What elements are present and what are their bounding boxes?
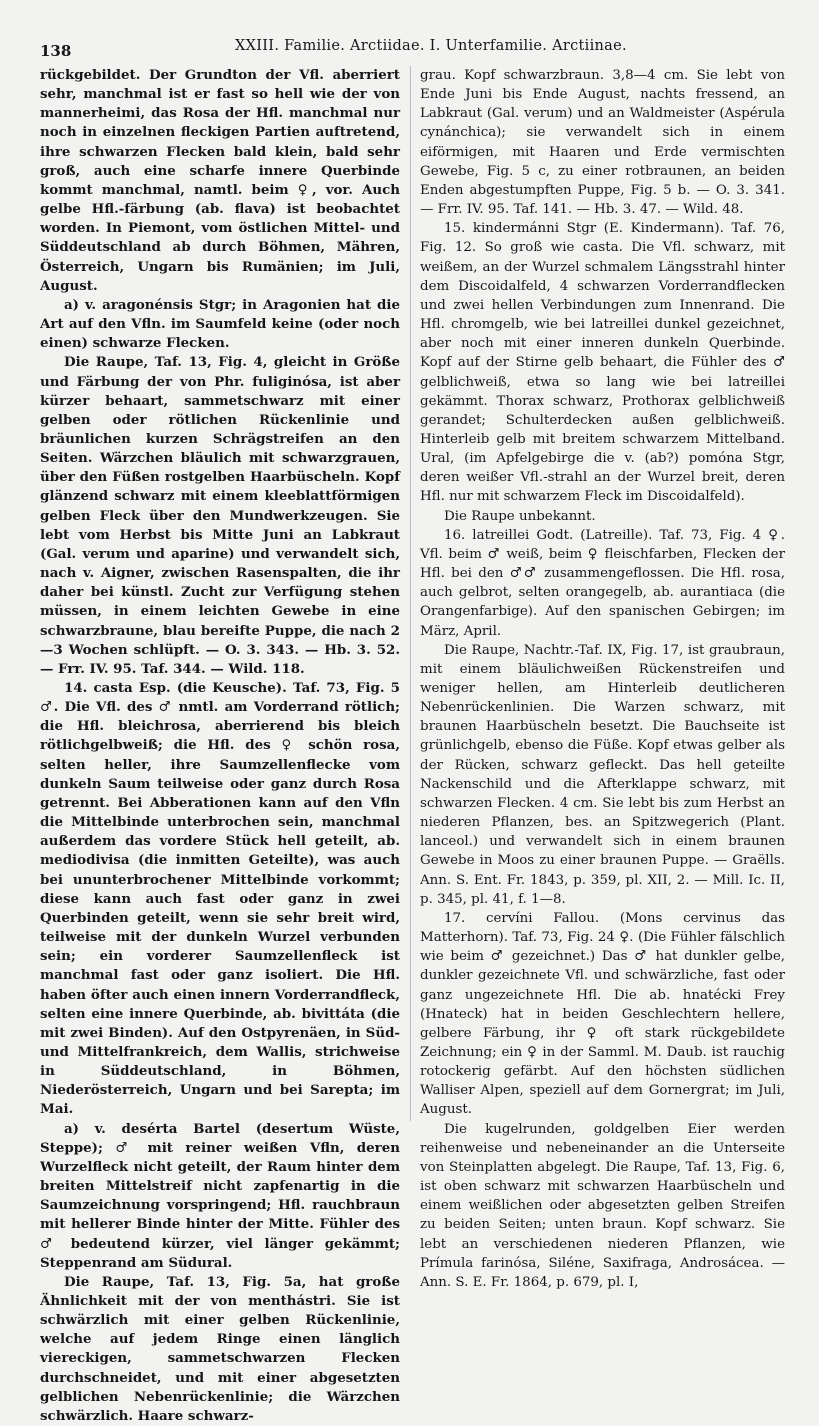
column-divider — [410, 66, 411, 1121]
paragraph: a) v. desérta Bartel (desertum Wüste, Steppe); ♂ mit reiner weißen Vfln, deren Wurzelfleck nicht geteilt, der Raum hinter dem breiten Mittelstreif nicht zapfenartig in die Saumzeichnung vorspringend; Hfl. rauchbraun mit hellerer Binde hinter der Mitte. Fühler des ♂ bedeutend kürzer, viel länger gekämmt; Steppenrand am Südural. — [40, 1120, 400, 1271]
right-column — [420, 66, 785, 1292]
paragraph: Die kugelrunden, goldgelben Eier werden reihenweise und nebeneinander an die Unterseite von Steinplatten abgelegt. Die Raupe, Taf. 13, Fig. 6, ist oben schwarz mit schwarzen Haarbüscheln und einem weißlichen oder abgesetzten gelben Streifen zu beiden Seiten; unten braun. Kopf schwarz. Sie lebt an verschiedenen niederen Pflanzen, wie Prímula farinósa, Siléne, Saxifraga, Androsácea. — Ann. S. E. Fr. 1864, p. 679, pl. I, — [420, 1121, 785, 1290]
species-entry-latreillei: 16. latreillei Godt. (Latreille). Taf. 73, Fig. 4 ♀. Vfl. beim ♂ weiß, beim ♀ fleischfarben, Flecken der Hfl. bei den ♂♂ zusammengeflossen. Die Hfl. rosa, auch gelbrot, selten orangegelb, ab. aurantiaca (die Orangenfarbige). Auf den spanischen Gebirgen; im März, April. — [420, 527, 785, 639]
paragraph: Die Raupe unbekannt. — [444, 508, 596, 524]
paragraph: Die Raupe, Taf. 13, Fig. 4, gleicht in Größe und Färbung der von Phr. fuliginósa, ist aber kürzer behaart, sammetschwarz mit einer gelben oder rötlichen Rückenlinie und bräunlichen kurzen Schrägstreifen an den Seiten. Wärzchen bläulich mit schwarzgrauen, über den Füßen rostgelben Haarbüscheln. Kopf glänzend schwarz mit einem kleeblattförmigen gelben Fleck über den Mundwerkzeugen. Sie lebt vom Herbst bis Mitte Juni an Labkraut (Gal. verum und aparine) und verwandelt sich, nach v. Aigner, zwischen Rasenspalten, die ihr daher bei künstl. Zucht zur Verfügung stehen müssen, in einem leichten Gewebe in eine schwarzbraune, blau bereifte Puppe, die nach 2—3 Wochen schlüpft. — O. 3. 343. — Hb. 3. 52. — Frr. IV. 95. Taf. 344. — Wild. 118. — [40, 354, 400, 677]
species-entry-casta: 14. casta Esp. (die Keusche). Taf. 73, Fig. 5 ♂. Die Vfl. des ♂ nmtl. am Vorderrand rötlich; die Hfl. bleichrosa, aberrierend bis bleich rötlichgelbweiß; die Hfl. des ♀ schön rosa, selten heller, ihre Saumzellenflecke vom dunkeln Saum teilweise oder ganz durch Rosa getrennt. Bei Abberationen kann auf den Vfln die Mittelbinde unterbrochen sein, manchmal außerdem das vordere Stück hell geteilt, ab. mediodivisa (die inmitten Geteilte), was auch bei ununterbrochener Mittelbinde vorkommt; diese kann auch fast oder ganz in zwei Querbinden geteilt, wenn sie sehr breit wird, teilweise mit der dunkeln Wurzel verbunden sein; ein vorderer Saumzellenfleck ist manchmal fast oder ganz isoliert. Die Hfl. haben öfter auch einen innern Vorderrandfleck, selten eine innere Querbinde, ab. bivittáta (die mit zwei Binden). Auf den Ostpyrenäen, in Süd- und Mittelfrankreich, dem Wallis, strichweise in Süddeutschland, in Böhmen, Niederösterreich, Ungarn und bei Sarepta; im Mai. — [40, 680, 400, 1118]
paragraph: Die Raupe, Taf. 13, Fig. 5a, hat große Ähnlichkeit mit der von menthástri. Sie ist schwärzlich mit einer gelben Rückenlinie, welche auf jedem Ringe einen länglich viereckigen, sammetschwarzen Flecken durchschneidet, und mit einer abgesetzten gelblichen Nebenrückenlinie; die Wärzchen schwärzlich. Haare schwarz- — [40, 1273, 400, 1424]
page-header — [40, 38, 792, 60]
species-entry-cervini: 17. cervíni Fallou. (Mons cervinus das Matterhorn). Taf. 73, Fig. 24 ♀. (Die Fühler fälschlich wie beim ♂ gezeichnet.) Das ♂ hat dunkler gelbe, dunkler gezeichnete Vfl. und schwärzliche, fast oder ganz ungezeichnete Hfl. Die ab. hnatécki Frey (Hnateck) hat in beiden Geschlechtern hellere, gelbere Färbung, ihr ♀ oft stark rückgebildete Zeichnung; ein ♀ in der Samml. M. Daub. ist rauchig rotockerig gefärbt. Auf den höchsten südlichen Walliser Alpen, speziell auf dem Gornergrat; im Juli, August. — [420, 910, 785, 1118]
page-number: 138 — [40, 42, 72, 60]
paragraph: Die Raupe, Nachtr.-Taf. IX, Fig. 17, ist graubraun, mit einem bläulichweißen Rückenstreifen und weniger hellen, am Hinterleib deutlicheren Nebenrückenlinien. Die Warzen schwarz, mit braunen Haarbüscheln besetzt. Die Bauchseite ist grünlichgelb, ebenso die Füße. Kopf etwas gelber als der Rücken, schwarz gefleckt. Das hell geteilte Nackenschild und die Afterklappe schwarz, mit schwarzen Flecken. 4 cm. Sie lebt bis zum Herbst an niederen Pflanzen, bes. an Spitzwegerich (Plant. lanceol.) und verwandelt sich in einem braunen Gewebe in Moos zu einer braunen Puppe. — Graëlls. Ann. S. Ent. Fr. 1843, p. 359, pl. XII, 2. — Mill. Ic. II, p. 345, pl. 41, f. 1—8. — [420, 642, 785, 907]
species-entry-kindermanni: 15. kindermánni Stgr (E. Kindermann). Taf. 76, Fig. 12. So groß wie casta. Die Vfl. schwarz, mit weißem, an der Wurzel schmalem Längsstrahl hinter dem Discoidalfeld, 4 schwarzen Vorderrandflecken und zwei hellen Verbindungen zum Innenrand. Die Hfl. chromgelb, wie bei latreillei dunkel gezeichnet, aber noch mit einer inneren dunkeln Querbinde. Kopf auf der Stirne gelb behaart, die Fühler des ♂ gelblichweiß, etwa so lang wie bei latreillei gekämmt. Thorax schwarz, Prothorax gelblichweiß gerandet; Schulterdecken außen gelblichweiß. Hinterleib gelb mit breitem schwarzem Mittelband. Ural, (im Apfelgebirge die v. (ab?) pomóna Stgr, deren weißer Vfl.-strahl an der Wurzel breit, deren Hfl. nur mit schwarzem Fleck im Discoidalfeld). — [420, 221, 785, 505]
left-column — [40, 66, 400, 1426]
running-head: XXIII. Familie. Arctiidae. I. Unterfamilie. Arctiinae. — [235, 38, 627, 54]
paragraph: a) v. aragonénsis Stgr; in Aragonien hat die Art auf den Vfln. im Saumfeld keine (oder noch einen) schwarze Flecken. — [40, 296, 400, 352]
paragraph: rückgebildet. Der Grundton der Vfl. aberriert sehr, manchmal ist er fast so hell wie der von mannerheimi, das Rosa der Hfl. manchmal nur noch in einzelnen fleckigen Partien auftretend, ihre schwarzen Flecken bald klein, bald sehr groß, auch eine scharfe innere Querbinde kommt manchmal, namtl. beim ♀, vor. Auch gelbe Hfl.-färbung (ab. flava) ist beobachtet worden. In Piemont, vom östlichen Mittel- und Süddeutschland ab durch Böhmen, Mähren, Österreich, Ungarn bis Rumänien; im Juli, August. — [40, 67, 400, 294]
paragraph: grau. Kopf schwarzbraun. 3,8—4 cm. Sie lebt von Ende Juni bis Ende August, nachts fressend, an Labkraut (Gal. verum) und an Waldmeister (Aspérula cynánchica); sie verwandelt sich in einem eiförmigen, mit Haaren und Erde vermischten Gewebe, Fig. 5 c, zu einer rotbraunen, an beiden Enden abgestumpften Puppe, Fig. 5 b. — O. 3. 341. — Frr. IV. 95. Taf. 141. — Hb. 3. 47. — Wild. 48. — [420, 68, 785, 218]
